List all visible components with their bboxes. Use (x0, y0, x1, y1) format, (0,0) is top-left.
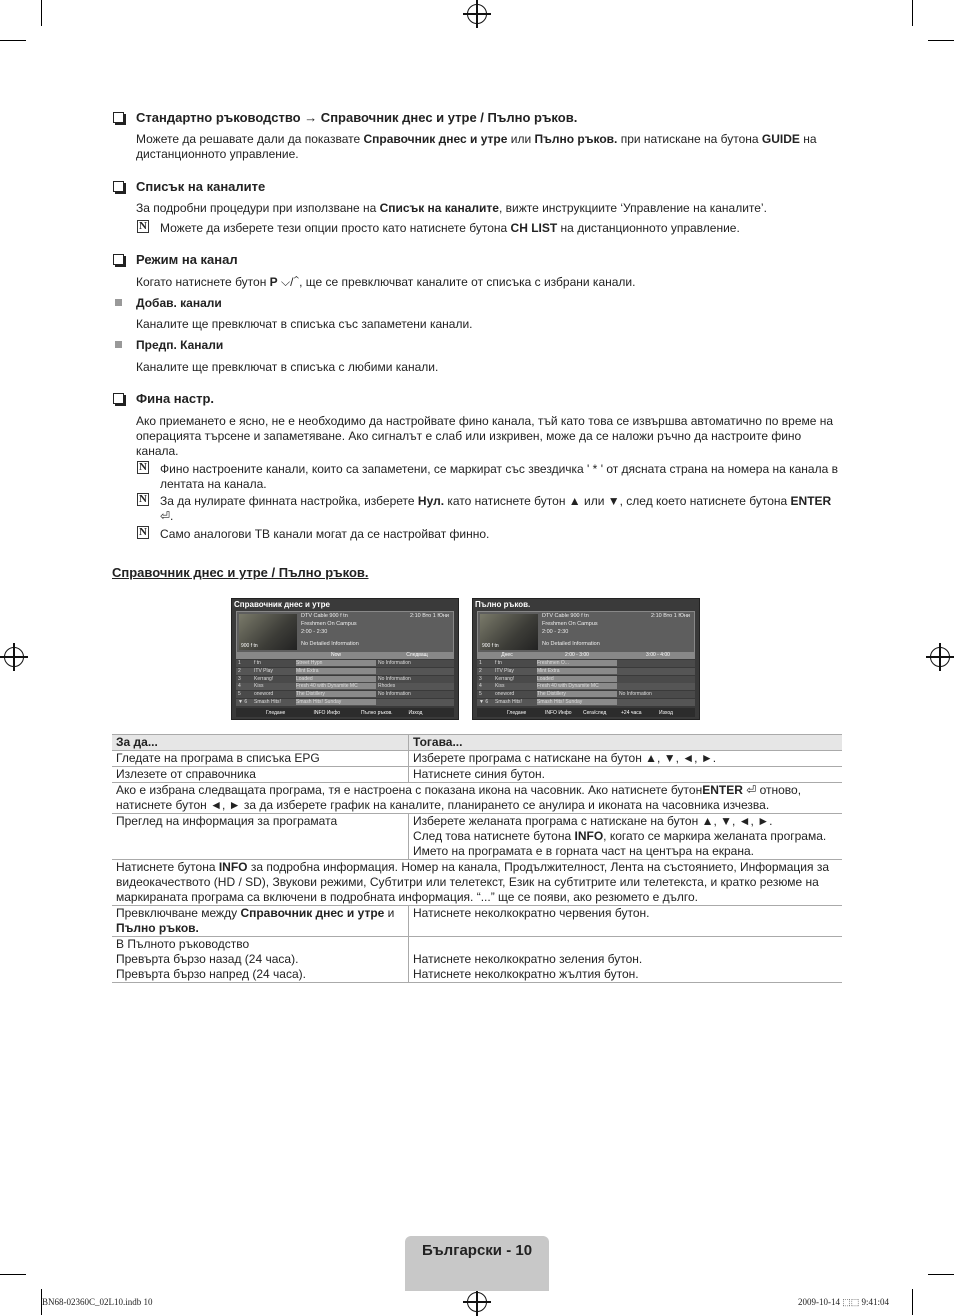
checkbox-bullet-icon (113, 254, 124, 265)
screen-title: Пълно ръков. (475, 600, 531, 609)
guide-heading: Справочник днес и утре / Пълно ръков. (112, 565, 369, 580)
epg-row: 1 f tn Street Hypn No Information (236, 660, 454, 667)
crop-mark (912, 0, 913, 26)
note-icon: N (137, 526, 149, 539)
bar-button-label: Гледане (507, 710, 527, 716)
note-icon: N (137, 220, 149, 233)
checkbox-bullet-icon (113, 112, 124, 123)
bar-button-label: Гледане (266, 710, 286, 716)
note-text: Фино настроените канали, които са запаметени, се маркират със звездичка ' * ' от дясната страна на номера на канала в лентата на канала. (160, 462, 838, 491)
section-title: Фина настр. (136, 391, 215, 406)
note-text: Само аналогови ТВ канали могат да се настройват финно. (160, 527, 490, 541)
epg-row: 2 ITV Play Mint Extra (477, 668, 695, 675)
epg-grid: Now Следващ 1 f tn Street Hypn No Information 2 ITV Play Mint Extra 3 Kerrang! Loaded No Information 4 Kiss Fresh 40 with Dynamite MC Rhodes 5 oneword The Distillery No Information ▼ 6 Smash Hits! Smash Hits! Sunday (236, 652, 454, 707)
table-row: Гледате на програма в списъка EPG Изберете програма с натискане на бутон ▲, ▼, ◄, ►. (112, 751, 842, 767)
subsection-title: Добав. канали (136, 296, 222, 310)
section-body: Ако приемането е ясно, не е необходимо да настройвате фино канала, тъй като това се извършва автоматично по време на операцията търсене и запаметяване. Ако сигналът е слаб или изкривен, може да се наложи ръчно да настроите фино канала. (136, 414, 834, 458)
info-panel: 900 f tn DTV Cable 900 f tn 2:10 Вто 1 Юни Freshmen On Campus 2:00 - 2:30 No Detailed Information (236, 611, 454, 653)
subsection-text: Каналите ще превключат в списъка със запаметени канали. (136, 317, 473, 331)
registration-mark-icon (467, 1292, 487, 1312)
crop-mark (0, 40, 26, 41)
section-title: Списък на каналите (136, 179, 266, 194)
bar-button-label: Пълно ръков. (361, 710, 393, 716)
checkbox-bullet-icon (113, 393, 124, 404)
key-function-table (112, 734, 842, 983)
epg-row: 2 ITV Play Mint Extra (236, 668, 454, 675)
section-body: Когато натиснете бутон P ⌵/⌃, ще се превключват каналите от списъка с избрани канали. (136, 275, 636, 289)
print-timestamp: 2009-10-14 ⬚⬚ 9:41:04 (798, 1297, 890, 1307)
epg-row: ▼ 6 Smash Hits! Smash Hits! Sunday (236, 699, 454, 706)
epg-row: 4 Kiss Fresh 40 with Dynamite MC (477, 683, 695, 690)
section-body: За подробни процедури при използване на Списък на каналите, вижте инструкциите ‘Управление на каналите’. (136, 201, 767, 215)
screen-title: Справочник днес и утре (234, 600, 330, 609)
registration-mark-icon (467, 4, 487, 24)
bar-button-label: Изход (408, 710, 423, 716)
crop-mark (41, 0, 42, 26)
video-thumbnail: 900 f tn (239, 614, 297, 650)
registration-mark-icon (930, 647, 950, 667)
epg-row: ▼ 6 Smash Hits! Smash Hits! Sunday (477, 699, 695, 706)
crop-mark (928, 40, 954, 41)
note-icon: N (137, 461, 149, 474)
section-body: Можете да решавате дали да показвате Справочник днес и утре или Пълно ръков. при натискане на бутона GUIDE на дистанционното управление. (136, 132, 817, 161)
guide-screenshot-full (472, 598, 700, 720)
epg-row: 5 oneword The Distillery No Information (236, 691, 454, 698)
bar-button-label: +24 часа (621, 710, 642, 716)
section-title: Режим на канал (136, 252, 238, 267)
crop-mark (912, 1289, 913, 1315)
bar-button-label: INFO Инфо (313, 710, 341, 716)
subsection-text: Каналите ще превключат в списъка с любими канали. (136, 360, 439, 374)
registration-mark-icon (4, 647, 24, 667)
bar-button-label: INFO Инфо (545, 710, 572, 716)
note-text: Можете да изберете тези опции просто като натиснете бутона CH LIST на дистанционното управление. (160, 221, 740, 235)
section-title: Стандартно ръководство → Справочник днес и утре / Пълно ръков. (136, 110, 578, 125)
crop-mark (0, 1274, 26, 1275)
table-row: Преглед на информация за програмата Изберете желаната програма с натискане на бутон ▲, ▼, ◄, ►. След това натиснете бутона INFO, когато се маркира желаната програма. Името на програмата е в горната част на центъра на екрана. (112, 814, 842, 860)
epg-row: 5 oneword The Distillery No Information (477, 691, 695, 698)
bar-button-label: Изход (659, 710, 673, 716)
square-bullet-icon (115, 341, 122, 348)
crop-mark (928, 1274, 954, 1275)
epg-row: 1 f tn Freshmen O... (477, 660, 695, 667)
table-header: За да... (112, 735, 409, 751)
table-row: Ако е избрана следващата програма, тя е настроена с показана икона на часовник. Ако натиснете бутонENTER ⏎ отново, натиснете бутон ◄, ► за да изберете график на каналите, планирането се анулира и иконата на часовника изчезва. (112, 783, 842, 814)
video-thumbnail: 900 f tn (480, 614, 538, 650)
note-text: За да нулирате финната настройка, изберете Нул. като натиснете бутон ▲ или ▼, след което натиснете бутона ENTER ⏎. (160, 494, 832, 523)
guide-screenshot-today (231, 598, 459, 720)
note-icon: N (137, 493, 149, 506)
epg-row: 4 Kiss Fresh 40 with Dynamite MC Rhodes (236, 683, 454, 690)
print-info: BN68-02360C_02L10.indb 10 (42, 1297, 153, 1307)
subsection-title: Предп. Канали (136, 338, 224, 352)
square-bullet-icon (115, 299, 122, 306)
button-bar (236, 708, 454, 717)
page-footer: Български - 10 (405, 1236, 549, 1291)
button-bar (477, 708, 695, 717)
epg-row: 3 Kerrang! Loaded (477, 676, 695, 683)
table-row: Натиснете бутона INFO за подробна информация. Номер на канала, Продължителност, Лента на състоянието, Информация за видеокачеството (HD / SD), Звукови режими, Субтитри или телетекст, Език на субтитрите или телетекста, и кратко резюме на маркираната програма са включени в подробната информация. “...” ще се появи, ако резюмето е дълго. (112, 860, 842, 906)
table-row: Превключване между Справочник днес и утре и Пълно ръков. Натиснете неколкократно червения бутон. (112, 906, 842, 937)
checkbox-bullet-icon (113, 181, 124, 192)
table-row: Излезете от справочника Натиснете синия бутон. (112, 767, 842, 783)
bar-button-label: Сега/след (583, 710, 607, 716)
info-panel: 900 f tn DTV Cable 900 f tn 2:10 Вто 1 Юни Freshmen On Campus 2:00 - 2:30 No Detailed Information (477, 611, 695, 653)
epg-row: 3 Kerrang! Loaded No Information (236, 676, 454, 683)
table-header: Тогава... (409, 735, 843, 751)
epg-grid: Днес 2:00 - 3:00 3:00 - 4:00 1 f tn Freshmen O... 2 ITV Play Mint Extra 3 Kerrang! Loaded 4 Kiss Fresh 40 with Dynamite MC 5 oneword The Distillery No Information ▼ 6 Smash Hits! Smash Hits! Sunday (477, 652, 695, 707)
table-row: В Пълното ръководство Превърта бързо назад (24 часа). Превърта бързо напред (24 часа). Натиснете неколкократно зеления бутон. Натиснете неколкократно жълтия бутон. (112, 937, 842, 983)
